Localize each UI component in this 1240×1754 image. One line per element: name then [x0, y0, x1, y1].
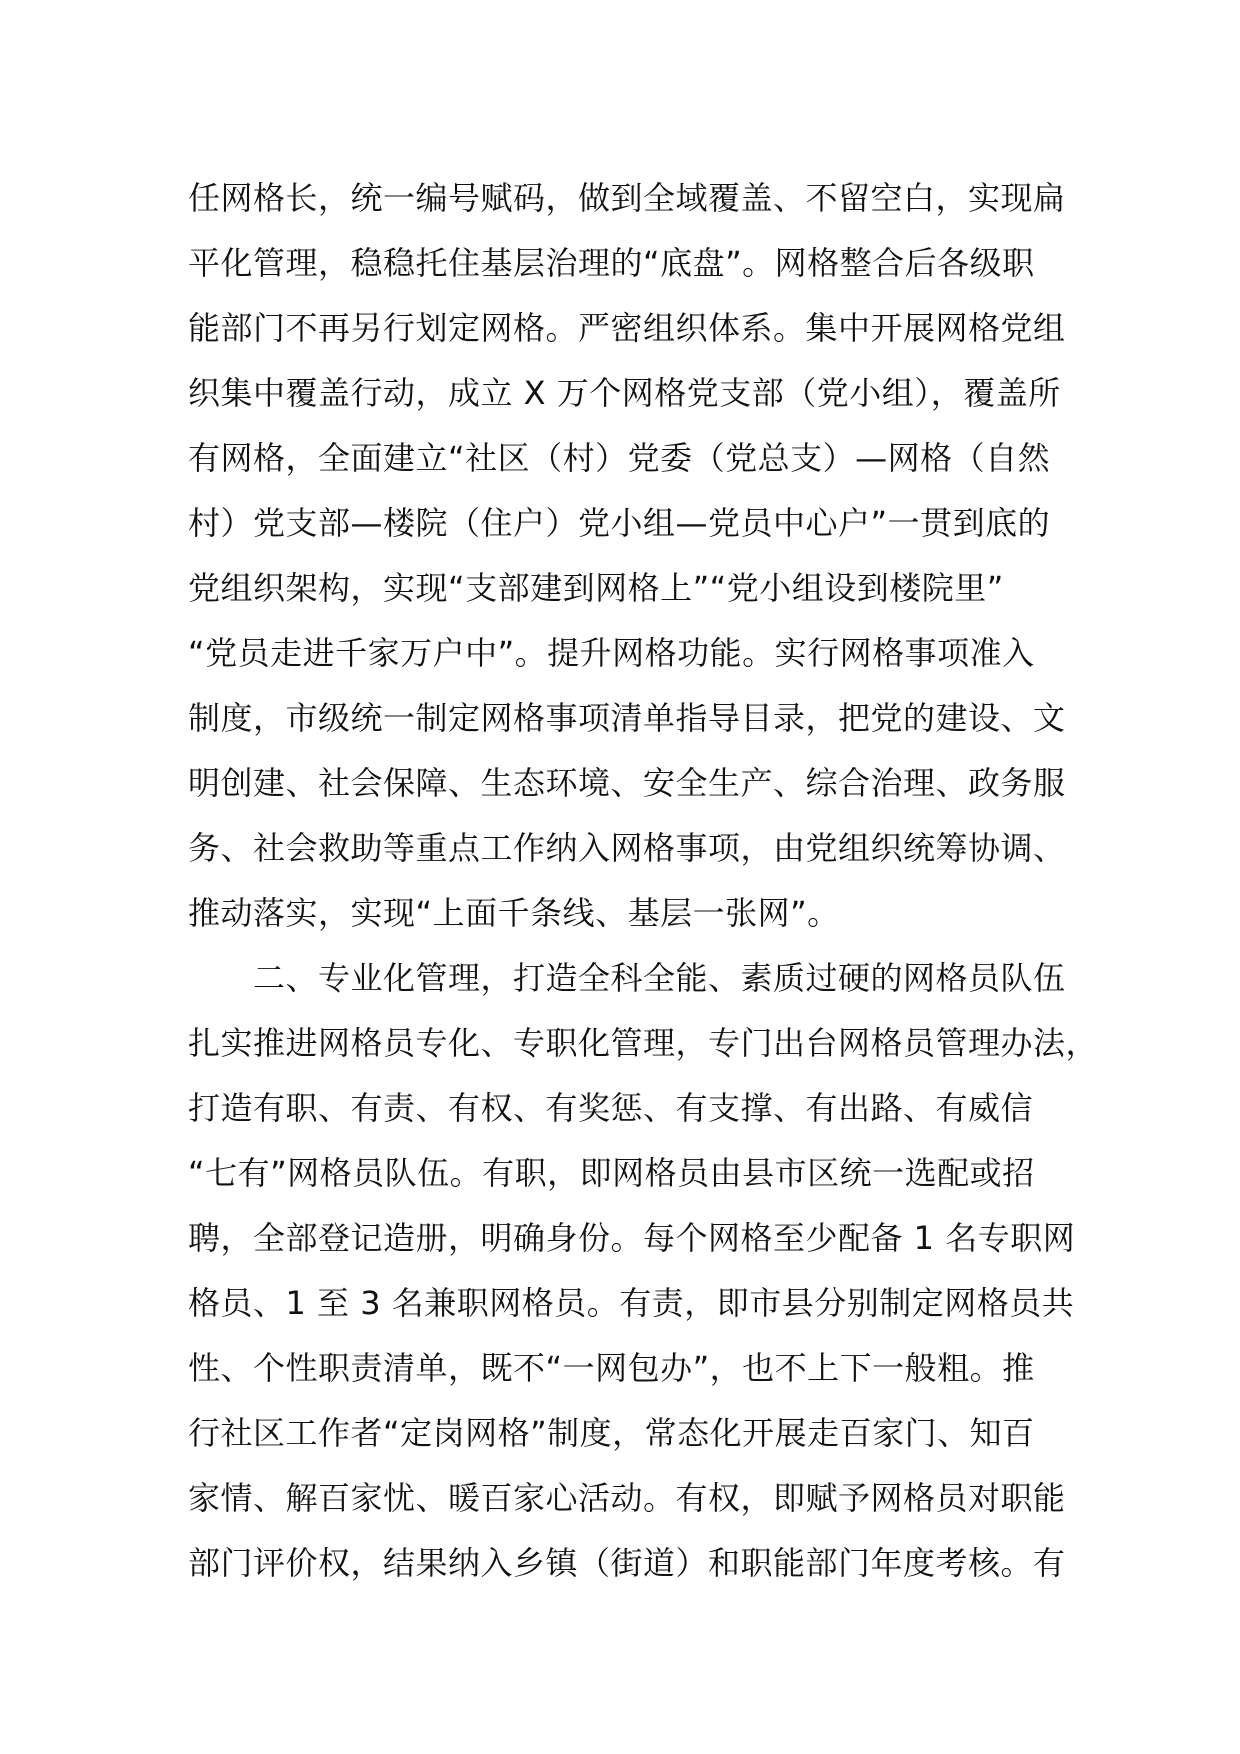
text-line: 扎实推进网格员专化、专职化管理，专门出台网格员管理办法， [188, 1024, 1099, 1062]
text-line: 推动落实，实现“上面千条线、基层一张网”。 [188, 894, 840, 932]
text-line: 织集中覆盖行动，成立 X 万个网格党支部（党小组），覆盖所 [188, 374, 1061, 412]
text-line: 能部门不再另行划定网格。严密组织体系。集中开展网格党组 [188, 309, 1066, 347]
text-line: 家情、解百家忧、暖百家心活动。有权，即赋予网格员对职能 [188, 1479, 1066, 1517]
text-line: 格员、1 至 3 名兼职网格员。有责，即市县分别制定网格员共 [188, 1284, 1075, 1322]
text-line: “七有”网格员队伍。有职，即网格员由县市区统一选配或招 [188, 1154, 1035, 1192]
text-line: 任网格长，统一编号赋码，做到全域覆盖、不留空白，实现扁 [188, 179, 1066, 217]
text-line: 明创建、社会保障、生态环境、安全生产、综合治理、政务服 [188, 764, 1066, 802]
text-line: 聘，全部登记造册，明确身份。每个网格至少配备 1 名专职网 [188, 1219, 1076, 1257]
document-body [188, 166, 1099, 1596]
text-line: 行社区工作者“定岗网格”制度，常态化开展走百家门、知百 [188, 1414, 1035, 1452]
text-line: 平化管理，稳稳托住基层治理的“底盘”。网格整合后各级职 [188, 244, 1035, 282]
text-line: 务、社会救助等重点工作纳入网格事项，由党组织统筹协调、 [188, 829, 1066, 867]
section-heading-line: 二、专业化管理，打造全科全能、素质过硬的网格员队伍 [188, 959, 1066, 997]
text-line: 制度，市级统一制定网格事项清单指导目录，把党的建设、文 [188, 699, 1066, 737]
text-line: 打造有职、有责、有权、有奖惩、有支撑、有出路、有威信 [188, 1089, 1034, 1127]
text-line: 有网格，全面建立“社区（村）党委（党总支）—网格（自然 [188, 439, 1051, 477]
text-line: 性、个性职责清单，既不“一网包办”，也不上下一般粗。推 [188, 1349, 1035, 1387]
text-line: 村）党支部—楼院（住户）党小组—党员中心户”一贯到底的 [188, 504, 1051, 542]
text-line: “党员走进千家万户中”。提升网格功能。实行网格事项准入 [188, 634, 1035, 672]
text-line: 部门评价权，结果纳入乡镇（街道）和职能部门年度考核。有 [188, 1544, 1066, 1582]
text-line: 党组织架构，实现“支部建到网格上”“党小组设到楼院里” [188, 569, 1004, 607]
